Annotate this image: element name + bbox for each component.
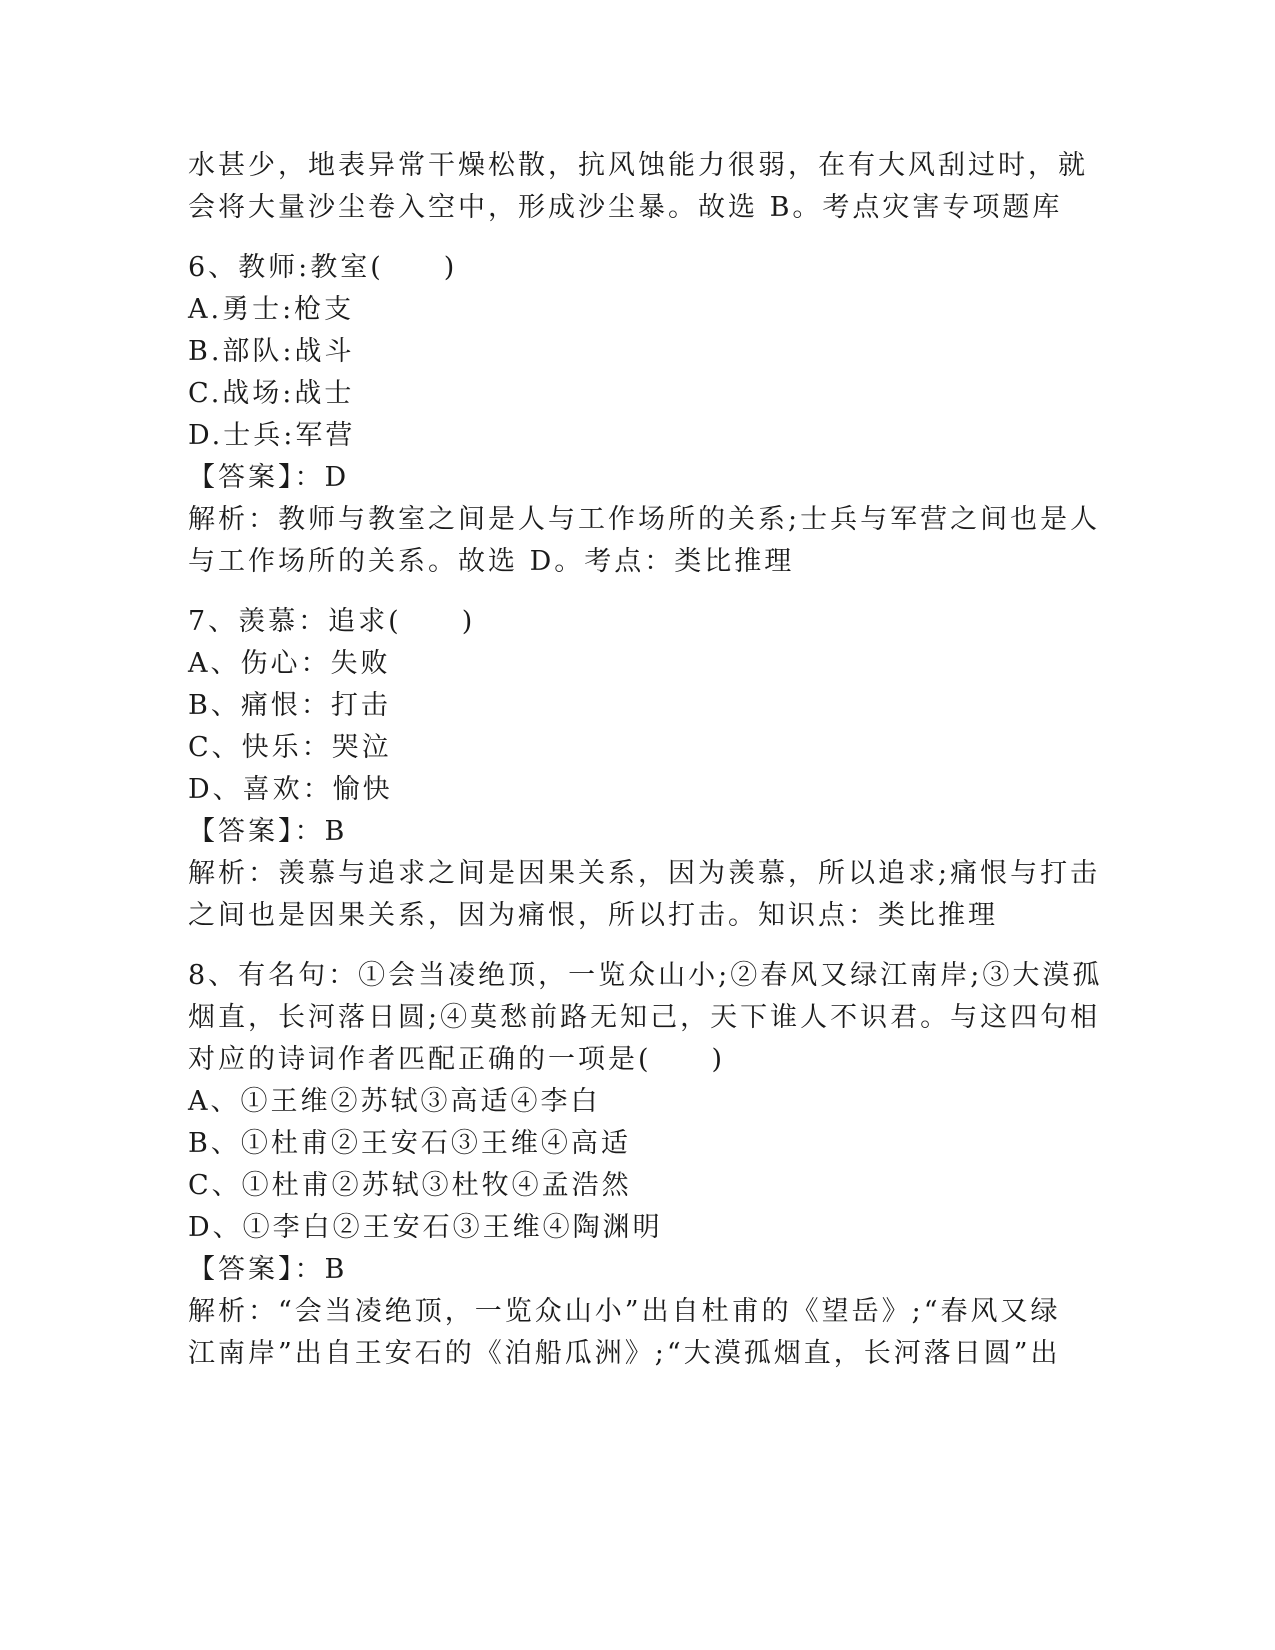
option-d: D、喜欢：愉快 [188, 774, 393, 805]
option-c: C、①杜甫②苏轼③杜牧④孟浩然 [188, 1170, 632, 1201]
analysis-line: 之间也是因果关系，因为痛恨，所以打击。知识点：类比推理 [188, 900, 998, 931]
option-d: D.士兵:军营 [188, 420, 356, 451]
analysis-line: 解析：“会当凌绝顶，一览众山小”出自杜甫的《望岳》;“春风又绿 [188, 1296, 1061, 1327]
answer: 【答案】：B [188, 816, 348, 847]
question-7 [188, 601, 1101, 937]
option-b: B.部队:战斗 [188, 336, 355, 367]
option-b: B、痛恨：打击 [188, 690, 391, 721]
answer: 【答案】：D [188, 462, 350, 493]
question-stem: 6、教师:教室( ) [188, 252, 458, 283]
question-8 [188, 955, 1103, 1375]
intro-line: 水甚少，地表异常干燥松散，抗风蚀能力很弱，在有大风刮过时，就 [188, 150, 1088, 181]
question-stem: 8、有名句：①会当凌绝顶，一览众山小;②春风又绿江南岸;③大漠孤 [188, 960, 1103, 991]
analysis-line: 江南岸”出自王安石的《泊船瓜洲》;“大漠孤烟直，长河落日圆”出 [188, 1338, 1061, 1369]
option-a: A、伤心：失败 [188, 648, 391, 679]
analysis-line: 解析：羡慕与追求之间是因果关系，因为羡慕，所以追求;痛恨与打击 [188, 858, 1101, 889]
option-c: C.战场:战士 [188, 378, 355, 409]
question-6 [188, 247, 1101, 583]
question-stem: 7、羡慕：追求( ) [188, 606, 476, 637]
option-d: D、①李白②王安石③王维④陶渊明 [188, 1212, 663, 1243]
document-page [188, 145, 1103, 1375]
question-stem: 对应的诗词作者匹配正确的一项是( ) [188, 1044, 726, 1075]
option-c: C、快乐：哭泣 [188, 732, 392, 763]
answer: 【答案】：B [188, 1254, 348, 1285]
analysis-line: 与工作场所的关系。故选 D。考点：类比推理 [188, 546, 795, 577]
analysis-line: 解析：教师与教室之间是人与工作场所的关系;士兵与军营之间也是人 [188, 504, 1101, 535]
intro-line: 会将大量沙尘卷入空中，形成沙尘暴。故选 B。考点灾害专项题库 [188, 192, 1063, 223]
option-a: A.勇士:枪支 [188, 294, 355, 325]
question-stem: 烟直，长河落日圆;④莫愁前路无知己，天下谁人不识君。与这四句相 [188, 1002, 1101, 1033]
intro-paragraph [188, 145, 1088, 229]
option-a: A、①王维②苏轼③高适④李白 [188, 1086, 601, 1117]
option-b: B、①杜甫②王安石③王维④高适 [188, 1128, 631, 1159]
